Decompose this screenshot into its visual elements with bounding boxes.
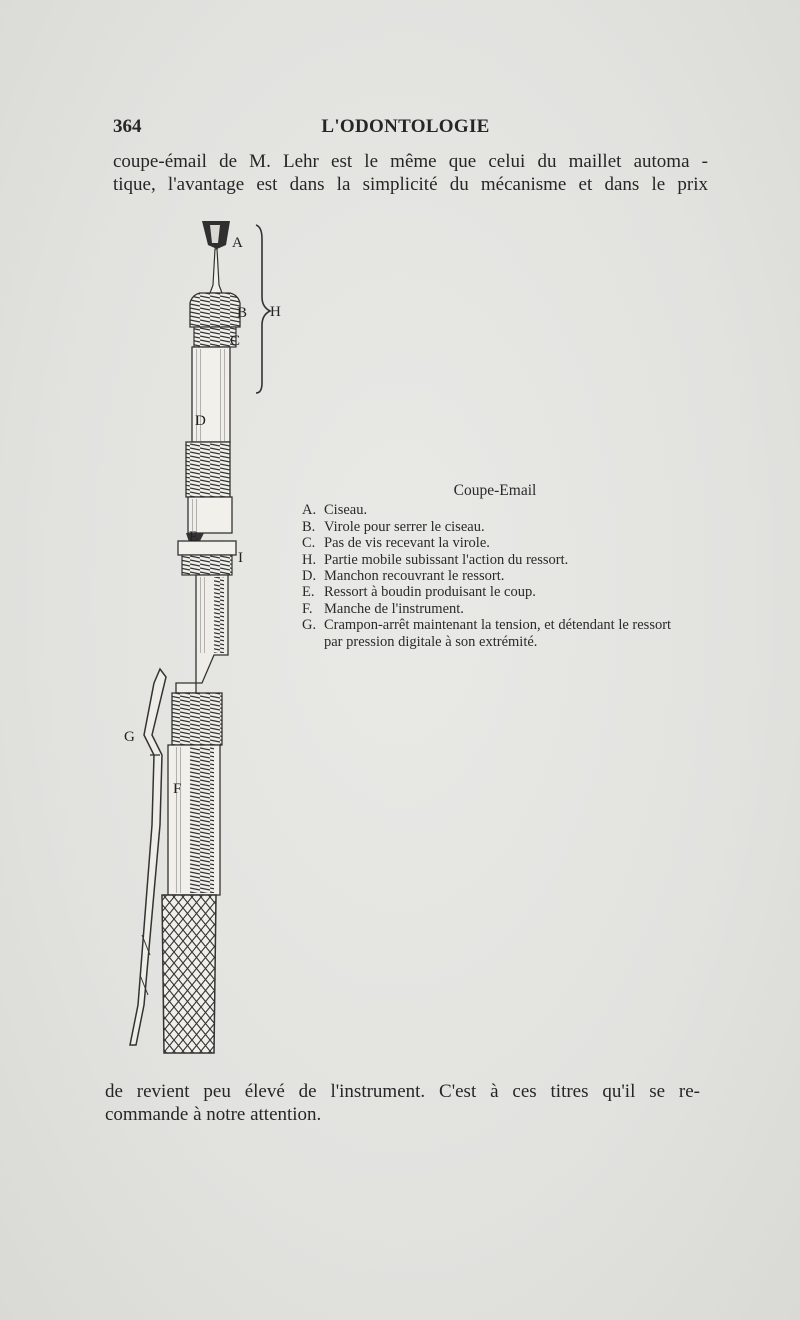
legend-text: Virole pour serrer le ciseau.	[324, 518, 485, 535]
legend-text: Ciseau.	[324, 502, 368, 519]
legend-text: Manche de l'instrument.	[324, 600, 464, 617]
coupe-email-illustration	[120, 215, 300, 1060]
spring-window	[178, 533, 236, 575]
legend-key: H.	[302, 551, 317, 568]
text-line: tique, l'avantage est dans la simplicité du mécanisme et dans le prix	[113, 174, 708, 195]
page-header	[113, 116, 698, 144]
figure-label-d: D	[195, 413, 206, 429]
legend-item	[300, 617, 690, 650]
figure-label-b: B	[237, 305, 248, 321]
legend-text: Manchon recouvrant le ressort.	[324, 568, 505, 585]
handle-upper	[176, 575, 228, 693]
legend-item	[300, 601, 690, 617]
legend-title: Coupe-Email	[453, 482, 537, 499]
legend-item	[300, 584, 690, 600]
text-line: commande à notre attention.	[105, 1104, 322, 1125]
legend-key: E.	[302, 584, 315, 601]
figure-label-c: C	[230, 333, 241, 349]
paragraph-bottom	[105, 1080, 700, 1126]
legend-item	[300, 568, 690, 584]
sleeve	[186, 347, 232, 533]
legend-key: B.	[302, 518, 316, 535]
figure-label-e: E	[189, 529, 199, 545]
crampon-arret	[130, 669, 166, 1045]
page-number: 364	[113, 116, 142, 137]
figure-legend	[300, 483, 690, 650]
legend-key: F.	[302, 600, 313, 617]
figure-label-h: H	[270, 304, 281, 320]
paragraph-top	[113, 150, 708, 196]
legend-key: D.	[302, 568, 317, 585]
figure-label-g: G	[124, 729, 135, 745]
legend-text: Pas de vis recevant la virole.	[324, 535, 490, 552]
figure-label-i: I	[238, 550, 243, 566]
handle-rings	[172, 693, 222, 745]
figure-label-f: F	[173, 781, 182, 797]
legend-key: G.	[302, 617, 317, 634]
legend-key: C.	[302, 535, 316, 552]
figure-label-a: A	[232, 235, 243, 251]
text-line: coupe-émail de M. Lehr est le même que celui du maillet automa -	[113, 151, 708, 172]
handle-body	[168, 745, 220, 895]
knurled-grip	[162, 895, 216, 1053]
legend-text: Crampon-arrêt maintenant la tension, et détendant le ressort par pression digitale à son extrémité.	[324, 617, 672, 650]
legend-item	[300, 535, 690, 551]
legend-item	[300, 519, 690, 535]
running-title: L'ODONTOLOGIE	[321, 116, 490, 137]
legend-item	[300, 502, 690, 518]
legend-key: A.	[302, 502, 317, 519]
legend-item	[300, 552, 690, 568]
legend-text: Ressort à boudin produisant le coup.	[324, 584, 536, 601]
brace-h	[256, 225, 270, 393]
text-line: de revient peu élevé de l'instrument. C'est à ces titres qu'il se re-	[105, 1081, 700, 1102]
chisel-tip	[202, 221, 230, 293]
legend-text: Partie mobile subissant l'action du ressort.	[324, 551, 569, 568]
